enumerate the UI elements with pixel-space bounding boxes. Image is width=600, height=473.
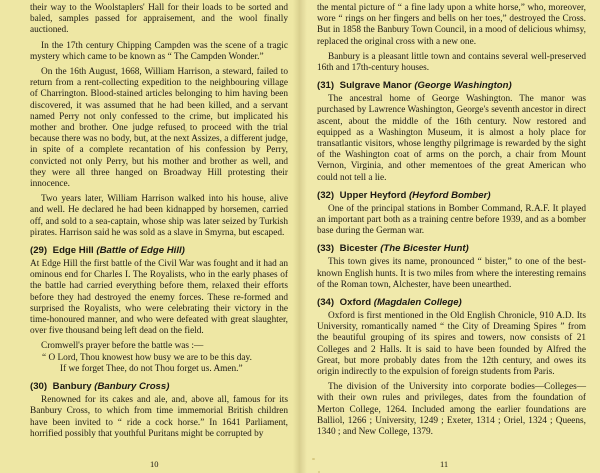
section-subtitle: (Banbury Cross)	[94, 381, 170, 393]
prayer-intro: Cromwell's prayer before the battle was :—	[41, 341, 204, 352]
section-number: (31)	[317, 80, 335, 92]
paragraph: Oxford is first mentioned in the Old English Chronicle, 910 A.D. Its University, romantically named “ the City of Dreaming Spires ” from the beautiful grouping of its spires and towers, now consists of 21 Colleges and 2 Halls. It is said to have been founded by Alfred the Great, but more probably dates from the 12th century, and owes its origin indirectly to the expulsion of foreign students from Paris.	[317, 311, 586, 378]
right-page	[300, 0, 600, 473]
section-number: (30)	[30, 381, 48, 393]
section-number: (33)	[317, 243, 335, 255]
section-heading-34	[317, 297, 586, 308]
section-subtitle: (The Bicester Hunt)	[380, 243, 469, 255]
paragraph: Banbury is a pleasant little town and contains several well-preserved 16th and 17th-century houses.	[317, 51, 586, 74]
paragraph: In the 17th century Chipping Campden was the scene of a tragic mystery which came to be known as “ The Campden Wonder.”	[30, 40, 288, 62]
section-number: (29)	[30, 245, 48, 257]
paragraph: On the 16th August, 1668, William Harrison, a steward, failed to return from a rent-collecting expedition to the neighbouring village of Charrington. Blood-stained articles belonging to him having been discovered, it was assumed that he had been killed, and a servant named Perry not only confessed to the crime, but implicated his mother and brother. One judge refused to proceed with the trial because there was no body, but, at the next Assizes, a different judge, in spite of a complete recantation of his confession by Perry, convicted not only Perry, but his mother and brother as well, and they were all three hanged on Broadway Hill protesting their innocence.	[30, 67, 288, 190]
paragraph: The division of the University into corporate bodies—Colleges—with their own rules and privileges, dates from the foundation of Merton College, 1264. Included among the earlier foundations are Balliol, 1266 ; University, 1249 ; Exeter, 1314 ; Oriel, 1324 ; Queens, 1340 ; and New College, 1379.	[317, 382, 586, 438]
section-name: Upper Heyford	[339, 189, 407, 201]
section-heading-31	[317, 80, 586, 91]
paragraph: Renowned for its cakes and ale, and, above all, famous for its Banbury Cross, to which from time immemorial British children have been invited to “ ride a cock horse.” In 1641 Parliament, horrified possibly that youthful Puritans might be corrupted by	[30, 395, 288, 439]
section-number: (34)	[317, 297, 335, 309]
section-name: Bicester	[339, 243, 378, 255]
book-gutter	[293, 0, 307, 473]
paragraph: One of the principal stations in Bomber Command, R.A.F. It played an important part both as a training centre before 1939, and as a bomber base during the German war.	[317, 203, 586, 237]
section-heading-33	[317, 243, 586, 254]
foxing-spot	[312, 458, 315, 460]
section-heading-32	[317, 190, 586, 201]
foxing-spot	[184, 129, 187, 132]
section-heading-29	[30, 245, 288, 256]
paragraph: Two years later, William Harrison walked into his house, alive and well. He declared he had been kidnapped by horsemen, carried off, and sold to a sea-captain, whose ship was later seized by Turkish pirates. Harrison said he was sold as a slave in Smyrna, but escaped.	[30, 194, 288, 238]
section-name: Sulgrave Manor	[339, 80, 412, 92]
section-name: Oxford	[339, 297, 372, 309]
section-subtitle: (Heyford Bomber)	[408, 189, 491, 201]
section-name: Edge Hill	[52, 245, 94, 257]
paragraph: the mental picture of “ a fine lady upon a white horse,” who, moreover, wore “ rings on her fingers and bells on her toes,” destroyed the Cross. But in 1858 the Banbury Town Council, in a mood of delicious whimsy, replaced the original cross with a new one.	[317, 3, 586, 47]
page-number: 11	[440, 459, 449, 469]
paragraph: The ancestral home of George Washington. The manor was purchased by Lawrence Washington, George's seventh ancestor in direct ascent, about the middle of the 16th century. Now restored and equipped as a Washington Museum, it is almost a holy place for transatlantic visitors, whose lengthy pilgrimage is rewarded by the sight of the Washington coat of arms on the porch, a chair from Mount Vernon, Virginia, and other mementoes of the great American who could not tell a lie.	[317, 94, 586, 183]
section-number: (32)	[317, 189, 335, 201]
paragraph: At Edge Hill the first battle of the Civil War was fought and it had an ominous end for Charles I. The Royalists, who in the early phases of the battle had carried everything before them, relaxed their efforts before they had destroyed the enemy forces. These re-formed and surprised the Royalists, who were celebrating their victory in the time-honoured manner, and who were defeated with great slaughter, over five thousand being left dead on the field.	[30, 259, 288, 337]
section-subtitle: (Magdalen College)	[373, 297, 462, 309]
page-number: 10	[150, 459, 159, 469]
paragraph: This town gives its name, pronounced “ bister,” to one of the best-known English hunts. It is two miles from where the interesting remains of the Roman town, Alchester, have been unearthed.	[317, 257, 586, 290]
section-subtitle: (George Washington)	[414, 80, 512, 92]
section-heading-30	[30, 381, 288, 392]
paragraph: their way to the Woolstaplers' Hall for their loads to be sorted and baled, samples passed for appraisement, and the wool finally auctioned.	[30, 3, 288, 36]
prayer-line: “ O Lord, Thou knowest how busy we are to be this day.	[42, 352, 252, 363]
prayer-line: If we forget Thee, do not Thou forget us. Amen.”	[60, 363, 243, 374]
section-name: Banbury	[52, 381, 92, 393]
section-subtitle: (Battle of Edge Hill)	[96, 245, 185, 257]
